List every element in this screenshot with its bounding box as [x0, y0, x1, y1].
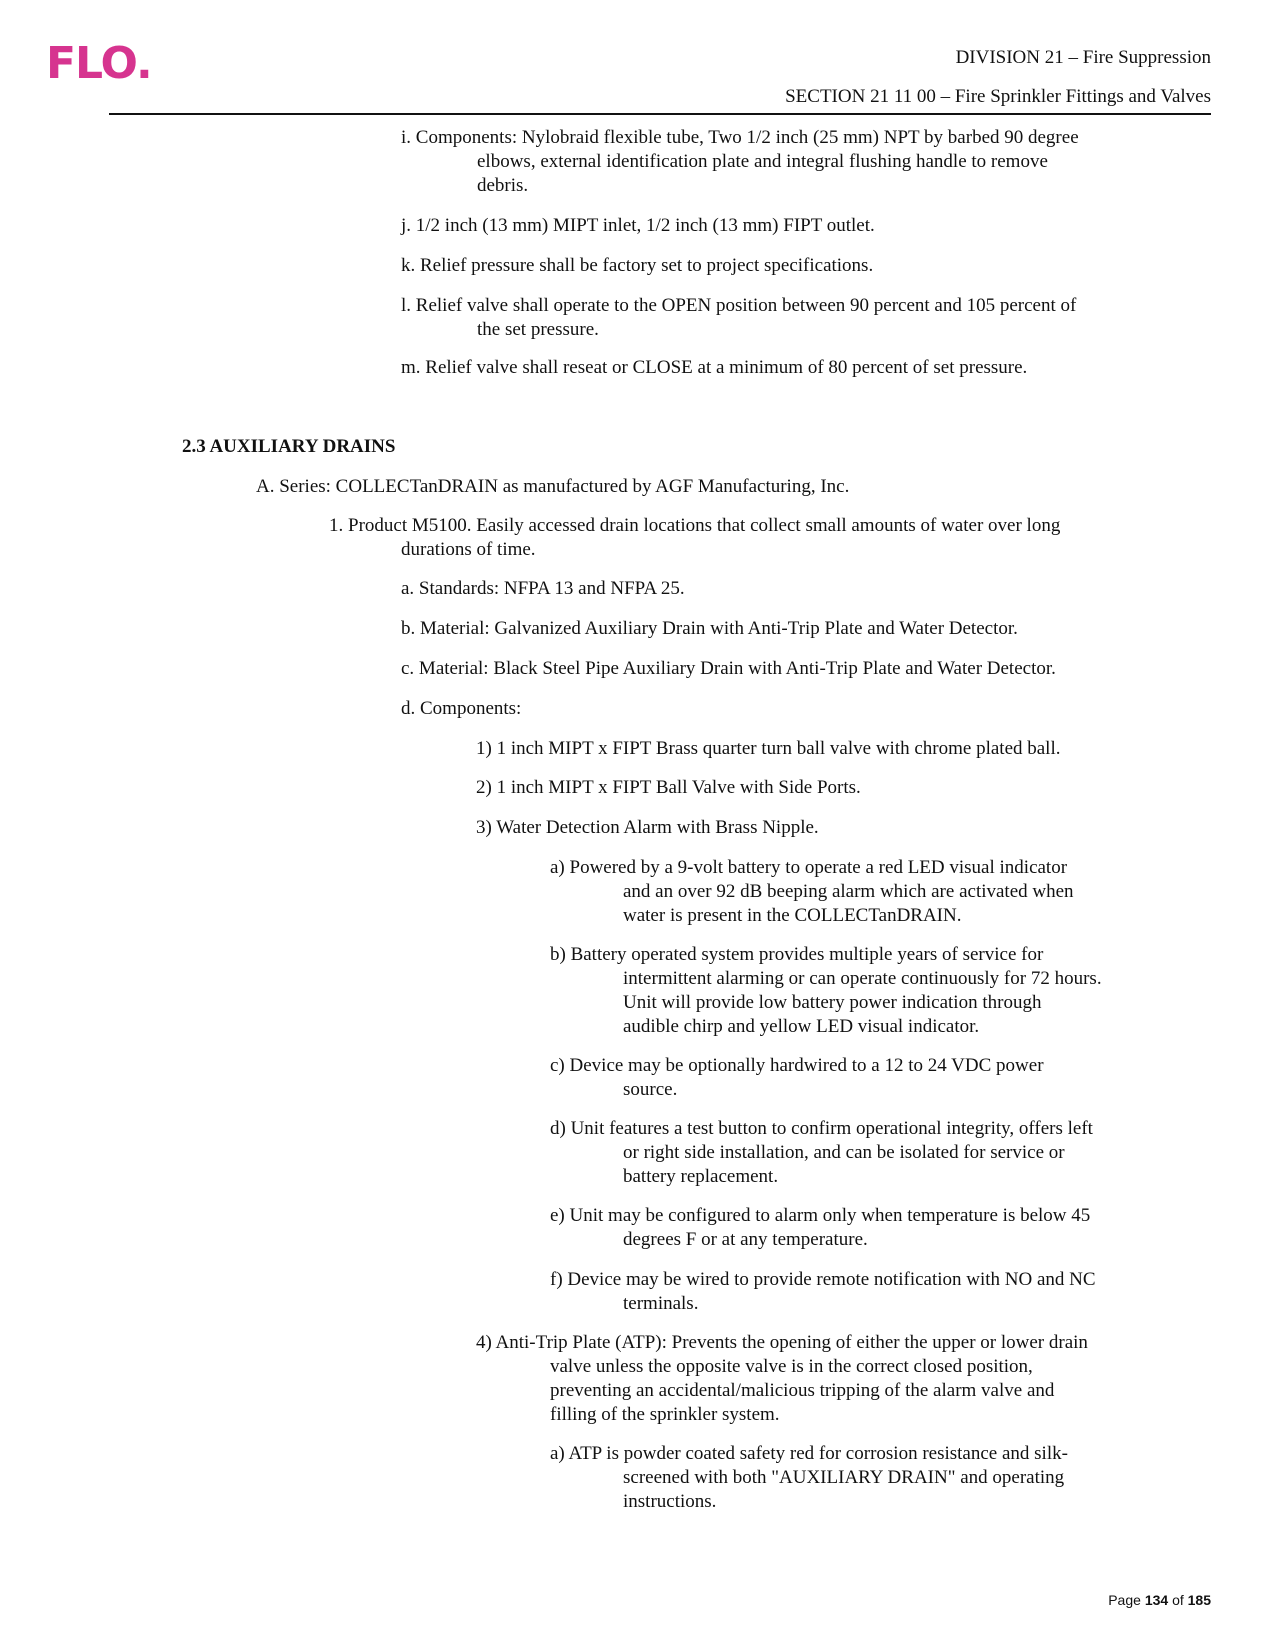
section-heading: 2.3 AUXILIARY DRAINS	[182, 436, 396, 457]
item-j: j. 1/2 inch (13 mm) MIPT inlet, 1/2 inch (13 mm) FIPT outlet.	[401, 215, 875, 236]
product-line-1: 1. Product M5100. Easily accessed drain locations that collect small amounts of water over long	[329, 515, 1061, 536]
alarm-d-line1: d) Unit features a test button to confirm operational integrity, offers left	[550, 1118, 1093, 1139]
page-word: Page	[1108, 1592, 1141, 1608]
component-4-line4: filling of the sprinkler system.	[550, 1404, 780, 1425]
component-3: 3) Water Detection Alarm with Brass Nipple.	[476, 817, 819, 838]
atp-a-line1: a) ATP is powder coated safety red for corrosion resistance and silk-	[550, 1443, 1068, 1464]
alarm-d-line2: or right side installation, and can be isolated for service or	[623, 1142, 1065, 1163]
atp-a-line2: screened with both "AUXILIARY DRAIN" and operating	[623, 1467, 1065, 1488]
component-4-line2: valve unless the opposite valve is in the correct closed position,	[550, 1356, 1033, 1377]
current-page: 134	[1144, 1592, 1169, 1608]
atp-a-line3: instructions.	[623, 1491, 717, 1512]
alarm-b-line3: Unit will provide low battery power indication through	[623, 992, 1042, 1013]
alarm-a-line3: water is present in the COLLECTanDRAIN.	[623, 905, 962, 926]
alarm-b-line4: audible chirp and yellow LED visual indicator.	[623, 1016, 980, 1037]
item-a-standards: a. Standards: NFPA 13 and NFPA 25.	[401, 578, 685, 599]
alarm-c-line1: c) Device may be optionally hardwired to a 12 to 24 VDC power	[550, 1055, 1044, 1076]
component-1: 1) 1 inch MIPT x FIPT Brass quarter turn ball valve with chrome plated ball.	[476, 738, 1061, 759]
division-title: DIVISION 21 – Fire Suppression	[955, 47, 1211, 68]
item-l: l. Relief valve shall operate to the OPEN position between 90 percent and 105 percent of	[401, 295, 1077, 316]
item-i: i. Components: Nylobraid flexible tube, Two 1/2 inch (25 mm) NPT by barbed 90 degree	[401, 127, 1079, 148]
item-d-components: d. Components:	[401, 698, 522, 719]
header-rule	[109, 113, 1211, 115]
component-4-line1: 4) Anti-Trip Plate (ATP): Prevents the opening of either the upper or lower drain	[476, 1332, 1088, 1353]
item-i-cont2: debris.	[477, 175, 529, 196]
alarm-e-line2: degrees F or at any temperature.	[623, 1229, 868, 1250]
item-m: m. Relief valve shall reseat or CLOSE at a minimum of 80 percent of set pressure.	[401, 357, 1028, 378]
alarm-d-line3: battery replacement.	[623, 1166, 779, 1187]
item-i-cont: elbows, external identification plate and integral flushing handle to remove	[477, 151, 1048, 172]
component-2: 2) 1 inch MIPT x FIPT Ball Valve with Side Ports.	[476, 777, 861, 798]
alarm-e-line1: e) Unit may be configured to alarm only when temperature is below 45	[550, 1205, 1091, 1226]
component-4-line3: preventing an accidental/malicious tripping of the alarm valve and	[550, 1380, 1055, 1401]
alarm-c-line2: source.	[623, 1079, 678, 1100]
item-b-material: b. Material: Galvanized Auxiliary Drain with Anti-Trip Plate and Water Detector.	[401, 618, 1018, 639]
item-c-material: c. Material: Black Steel Pipe Auxiliary Drain with Anti-Trip Plate and Water Detector.	[401, 658, 1056, 679]
alarm-a-line2: and an over 92 dB beeping alarm which are activated when	[623, 881, 1074, 902]
alarm-f-line1: f) Device may be wired to provide remote notification with NO and NC	[550, 1269, 1096, 1290]
page-number	[1108, 1592, 1211, 1608]
alarm-a-line1: a) Powered by a 9-volt battery to operate a red LED visual indicator	[550, 857, 1068, 878]
item-k: k. Relief pressure shall be factory set to project specifications.	[401, 255, 874, 276]
alarm-b-line1: b) Battery operated system provides multiple years of service for	[550, 944, 1044, 965]
alarm-f-line2: terminals.	[623, 1293, 699, 1314]
flo-logo: FLO.	[46, 38, 152, 89]
series-line: A. Series: COLLECTanDRAIN as manufactured by AGF Manufacturing, Inc.	[256, 476, 850, 497]
item-l-cont: the set pressure.	[477, 319, 599, 340]
product-line-2: durations of time.	[401, 539, 536, 560]
of-word: of	[1172, 1592, 1184, 1608]
total-pages: 185	[1187, 1592, 1211, 1608]
section-title: SECTION 21 11 00 – Fire Sprinkler Fittings and Valves	[785, 86, 1211, 107]
alarm-b-line2: intermittent alarming or can operate continuously for 72 hours.	[623, 968, 1102, 989]
